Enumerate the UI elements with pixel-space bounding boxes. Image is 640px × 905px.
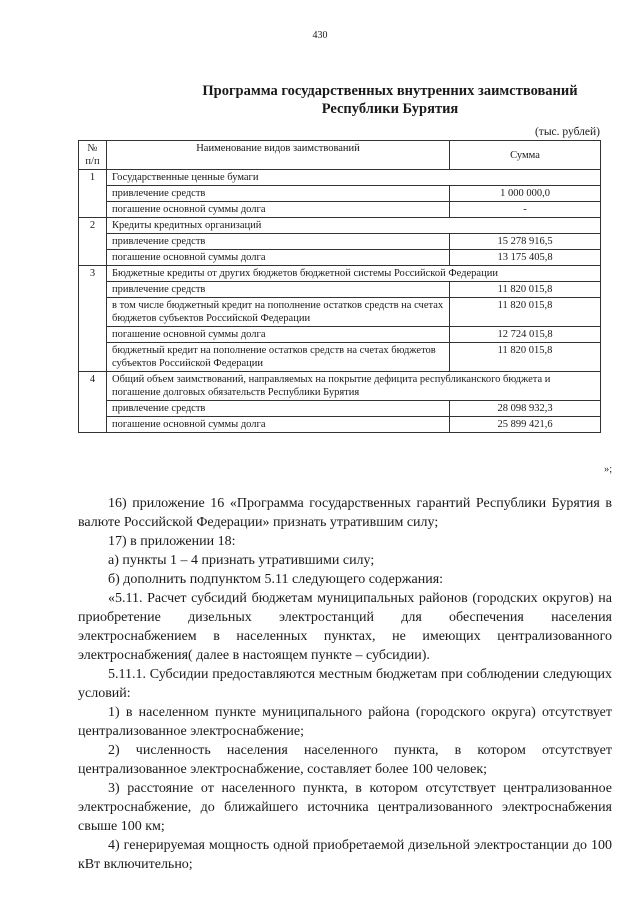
section-number: 2 [79, 218, 107, 266]
row-label: погашение основной суммы долга [107, 202, 450, 218]
title-line-2: Республики Бурятия [321, 101, 459, 117]
paragraph: б) дополнить подпунктом 5.11 следующего содержания: [108, 572, 444, 587]
row-label: привлечение средств [107, 186, 450, 202]
row-label: привлечение средств [107, 401, 450, 417]
section-name: Кредиты кредитных организаций [107, 218, 601, 234]
section-name: Государственные ценные бумаги [107, 170, 601, 186]
row-value: 25 899 421,6 [450, 417, 601, 433]
section-row [79, 218, 601, 234]
table-row [79, 298, 601, 327]
row-value: 15 278 916,5 [450, 234, 601, 250]
row-label: бюджетный кредит на пополнение остатков средств на счетах бюджетов субъектов Российской Федерации [107, 343, 450, 372]
header-sum: Сумма [450, 141, 601, 170]
section-number: 1 [79, 170, 107, 218]
row-value: 13 175 405,8 [450, 250, 601, 266]
section-number: 4 [79, 372, 107, 433]
table-row [79, 202, 601, 218]
page-title [170, 82, 610, 118]
paragraph: а) пункты 1 – 4 признать утратившими силу; [108, 553, 375, 568]
row-label: привлечение средств [107, 234, 450, 250]
section-name: Бюджетные кредиты от других бюджетов бюджетной системы Российской Федерации [107, 266, 601, 282]
section-number: 3 [79, 266, 107, 372]
table-closing-quote: »; [604, 464, 613, 475]
paragraph: 2) численность населения населенного пункта, в котором отсутствует централизованное электроснабжение, составляет более 100 человек; [78, 743, 612, 777]
document-body [78, 494, 612, 874]
section-row [79, 266, 601, 282]
row-label: погашение основной суммы долга [107, 417, 450, 433]
paragraph: 5.11.1. Субсидии предоставляются местным бюджетам при соблюдении следующих условий: [78, 667, 612, 701]
title-line-1: Программа государственных внутренних заимствований [202, 83, 578, 99]
paragraph: 16) приложение 16 «Программа государственных гарантий Республики Бурятия в валюте Российской Федерации» признать утратившим силу; [78, 496, 612, 530]
paragraph: 17) в приложении 18: [108, 534, 236, 549]
borrowing-table [78, 140, 601, 433]
table-header [79, 141, 601, 170]
row-label: погашение основной суммы долга [107, 250, 450, 266]
table-row [79, 343, 601, 372]
section-name: Общий объем заимствований, направляемых на покрытие дефицита республиканского бюджета и погашение долговых обязательств Республики Бурятия [107, 372, 601, 401]
row-value: 28 098 932,3 [450, 401, 601, 417]
row-label: в том числе бюджетный кредит на пополнение остатков средств на счетах бюджетов субъектов Российской Федерации [107, 298, 450, 327]
paragraph: «5.11. Расчет субсидий бюджетам муниципальных районов (городских округов) на приобретение дизельных электростанций для обеспечения населения электроснабжением в населенных пунктах, не имеющих централизованного электроснабжения( далее в настоящем пункте – субсидии). [78, 591, 612, 663]
row-label: погашение основной суммы долга [107, 327, 450, 343]
table-row [79, 186, 601, 202]
paragraph: 3) расстояние от населенного пункта, в котором отсутствует централизованное электроснабжение, до ближайшего источника централизованного электроснабжения свыше 100 км; [78, 781, 612, 834]
row-value: - [450, 202, 601, 218]
table-row [79, 327, 601, 343]
paragraph: 4) генерируемая мощность одной приобретаемой дизельной электростанции до 100 кВт включительно; [78, 838, 612, 872]
row-value: 1 000 000,0 [450, 186, 601, 202]
header-num: № п/п [79, 141, 107, 170]
paragraph: 1) в населенном пункте муниципального района (городского округа) отсутствует централизованное электроснабжение; [78, 705, 612, 739]
row-value: 11 820 015,8 [450, 343, 601, 372]
table-row [79, 401, 601, 417]
section-row [79, 372, 601, 401]
row-value: 11 820 015,8 [450, 298, 601, 327]
page-number: 430 [312, 30, 328, 41]
section-row [79, 170, 601, 186]
row-value: 11 820 015,8 [450, 282, 601, 298]
table-row [79, 417, 601, 433]
table-row [79, 250, 601, 266]
row-label: привлечение средств [107, 282, 450, 298]
table-row [79, 282, 601, 298]
row-value: 12 724 015,8 [450, 327, 601, 343]
header-name: Наименование видов заимствований [107, 141, 450, 170]
table-row [79, 234, 601, 250]
unit-label: (тыс. рублей) [534, 126, 600, 138]
